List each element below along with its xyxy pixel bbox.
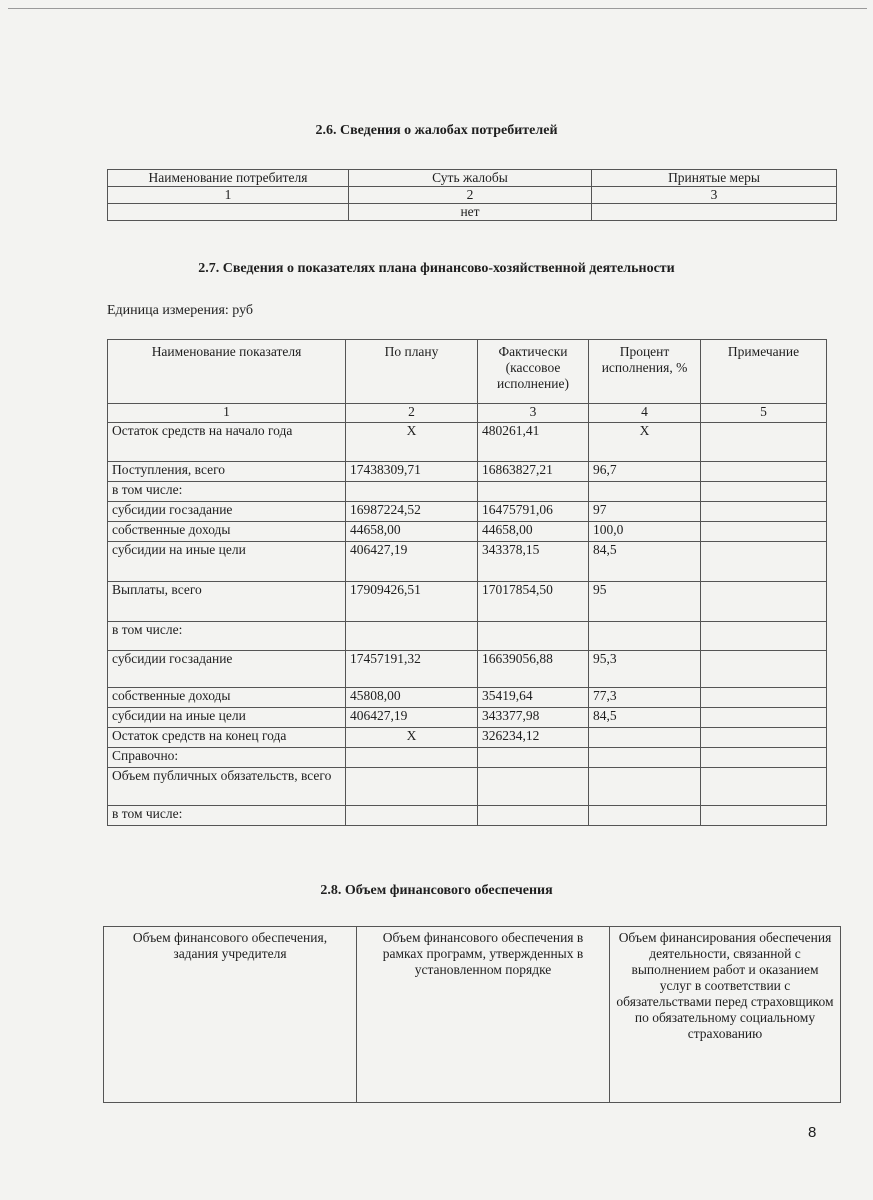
header-execution-percent: Процент исполнения, % bbox=[589, 340, 701, 404]
column-number: 3 bbox=[592, 187, 837, 204]
cell-plan-value bbox=[346, 748, 478, 768]
header-consumer-name: Наименование потребителя bbox=[108, 170, 349, 187]
cell-actual-value: 16639056,88 bbox=[478, 651, 589, 688]
column-number: 1 bbox=[108, 187, 349, 204]
table-row bbox=[108, 502, 827, 522]
cell-actual-value: 16475791,06 bbox=[478, 502, 589, 522]
cell-indicator-name: субсидии госзадание bbox=[108, 502, 346, 522]
cell-actual-value: 480261,41 bbox=[478, 423, 589, 462]
cell-actual-value: 35419,64 bbox=[478, 688, 589, 708]
cell-plan-value bbox=[346, 806, 478, 826]
cell-execution-percent: 95,3 bbox=[589, 651, 701, 688]
cell-actual-value bbox=[478, 748, 589, 768]
table-header-row bbox=[108, 340, 827, 404]
cell-plan-value: 406427,19 bbox=[346, 542, 478, 582]
table-row bbox=[108, 728, 827, 748]
table-cell bbox=[592, 204, 837, 221]
table-row bbox=[108, 622, 827, 651]
cell-indicator-name: Объем публичных обязательств, всего bbox=[108, 768, 346, 806]
cell-indicator-name: в том числе: bbox=[108, 482, 346, 502]
header-indicator-name: Наименование показателя bbox=[108, 340, 346, 404]
table-header-row bbox=[108, 170, 837, 187]
cell-plan-value: 44658,00 bbox=[346, 522, 478, 542]
table-row bbox=[108, 688, 827, 708]
table-number-row bbox=[108, 187, 837, 204]
cell-plan-value: 17438309,71 bbox=[346, 462, 478, 482]
cell-indicator-name: собственные доходы bbox=[108, 688, 346, 708]
header-actual: Фактически (кассовое исполнение) bbox=[478, 340, 589, 404]
cell-note bbox=[701, 728, 827, 748]
cell-note bbox=[701, 708, 827, 728]
cell-execution-percent: 95 bbox=[589, 582, 701, 622]
cell-plan-value: 16987224,52 bbox=[346, 502, 478, 522]
financial-provision-table bbox=[103, 926, 841, 1103]
header-note: Примечание bbox=[701, 340, 827, 404]
table-row bbox=[108, 651, 827, 688]
table-row bbox=[108, 708, 827, 728]
table-row bbox=[108, 582, 827, 622]
cell-execution-percent: X bbox=[589, 423, 701, 462]
cell-indicator-name: Остаток средств на начало года bbox=[108, 423, 346, 462]
cell-note bbox=[701, 462, 827, 482]
cell-actual-value: 326234,12 bbox=[478, 728, 589, 748]
cell-indicator-name: собственные доходы bbox=[108, 522, 346, 542]
header-complaint-essence: Суть жалобы bbox=[349, 170, 592, 187]
table-number-row bbox=[108, 404, 827, 423]
header-insurance-financing-volume: Объем финансирования обеспечения деятельности, связанной с выполнением работ и оказанием услуг в соответствии с обязательствами перед страховщиком по обязательному социальному страхованию bbox=[610, 927, 841, 1103]
cell-execution-percent bbox=[589, 622, 701, 651]
cell-actual-value: 17017854,50 bbox=[478, 582, 589, 622]
cell-note bbox=[701, 542, 827, 582]
cell-execution-percent: 100,0 bbox=[589, 522, 701, 542]
cell-execution-percent: 84,5 bbox=[589, 542, 701, 582]
cell-actual-value bbox=[478, 482, 589, 502]
section-2-6-title: 2.6. Сведения о жалобах потребителей bbox=[315, 123, 558, 138]
cell-execution-percent bbox=[589, 728, 701, 748]
cell-execution-percent bbox=[589, 806, 701, 826]
header-founder-task-volume: Объем финансового обеспечения, задания учредителя bbox=[104, 927, 357, 1103]
cell-note bbox=[701, 806, 827, 826]
table-row bbox=[108, 748, 827, 768]
table-row bbox=[108, 522, 827, 542]
cell-indicator-name: субсидии на иные цели bbox=[108, 542, 346, 582]
header-program-volume: Объем финансового обеспечения в рамках программ, утвержденных в установленном порядке bbox=[357, 927, 610, 1103]
column-number: 2 bbox=[346, 404, 478, 423]
measurement-unit: Единица измерения: руб bbox=[107, 303, 254, 318]
cell-actual-value: 44658,00 bbox=[478, 522, 589, 542]
column-number: 5 bbox=[701, 404, 827, 423]
cell-plan-value: 17909426,51 bbox=[346, 582, 478, 622]
table-row bbox=[108, 542, 827, 582]
column-number: 2 bbox=[349, 187, 592, 204]
cell-actual-value: 343378,15 bbox=[478, 542, 589, 582]
cell-plan-value: X bbox=[346, 728, 478, 748]
cell-note bbox=[701, 482, 827, 502]
cell-plan-value bbox=[346, 768, 478, 806]
cell-indicator-name: Справочно: bbox=[108, 748, 346, 768]
cell-plan-value: 45808,00 bbox=[346, 688, 478, 708]
cell-actual-value: 343377,98 bbox=[478, 708, 589, 728]
cell-execution-percent bbox=[589, 768, 701, 806]
cell-execution-percent: 84,5 bbox=[589, 708, 701, 728]
cell-execution-percent: 97 bbox=[589, 502, 701, 522]
cell-actual-value bbox=[478, 806, 589, 826]
header-plan: По плану bbox=[346, 340, 478, 404]
cell-note bbox=[701, 423, 827, 462]
column-number: 1 bbox=[108, 404, 346, 423]
cell-note bbox=[701, 502, 827, 522]
cell-note bbox=[701, 748, 827, 768]
cell-actual-value bbox=[478, 622, 589, 651]
section-2-8-title: 2.8. Объем финансового обеспечения bbox=[320, 883, 553, 898]
cell-indicator-name: Выплаты, всего bbox=[108, 582, 346, 622]
cell-execution-percent: 77,3 bbox=[589, 688, 701, 708]
cell-execution-percent bbox=[589, 482, 701, 502]
table-row bbox=[108, 462, 827, 482]
column-number: 3 bbox=[478, 404, 589, 423]
cell-indicator-name: в том числе: bbox=[108, 622, 346, 651]
table-cell bbox=[108, 204, 349, 221]
table-row bbox=[108, 768, 827, 806]
cell-actual-value: 16863827,21 bbox=[478, 462, 589, 482]
cell-note bbox=[701, 688, 827, 708]
financial-plan-table bbox=[107, 339, 827, 826]
page-top-border bbox=[8, 8, 867, 9]
cell-plan-value: 17457191,32 bbox=[346, 651, 478, 688]
section-2-7-title: 2.7. Сведения о показателях плана финансово-хозяйственной деятельности bbox=[198, 261, 675, 276]
cell-note bbox=[701, 622, 827, 651]
complaints-table bbox=[107, 169, 837, 221]
table-row bbox=[108, 204, 837, 221]
cell-note bbox=[701, 768, 827, 806]
cell-indicator-name: субсидии на иные цели bbox=[108, 708, 346, 728]
table-row bbox=[108, 806, 827, 826]
cell-note bbox=[701, 522, 827, 542]
cell-plan-value bbox=[346, 482, 478, 502]
cell-plan-value: X bbox=[346, 423, 478, 462]
cell-indicator-name: в том числе: bbox=[108, 806, 346, 826]
cell-note bbox=[701, 651, 827, 688]
cell-indicator-name: Остаток средств на конец года bbox=[108, 728, 346, 748]
table-row bbox=[108, 423, 827, 462]
cell-execution-percent: 96,7 bbox=[589, 462, 701, 482]
cell-note bbox=[701, 582, 827, 622]
header-measures-taken: Принятые меры bbox=[592, 170, 837, 187]
cell-execution-percent bbox=[589, 748, 701, 768]
page-number: 8 bbox=[808, 1124, 817, 1141]
column-number: 4 bbox=[589, 404, 701, 423]
cell-plan-value: 406427,19 bbox=[346, 708, 478, 728]
table-header-row bbox=[104, 927, 841, 1103]
table-cell: нет bbox=[349, 204, 592, 221]
cell-plan-value bbox=[346, 622, 478, 651]
cell-indicator-name: Поступления, всего bbox=[108, 462, 346, 482]
cell-indicator-name: субсидии госзадание bbox=[108, 651, 346, 688]
cell-actual-value bbox=[478, 768, 589, 806]
table-row bbox=[108, 482, 827, 502]
